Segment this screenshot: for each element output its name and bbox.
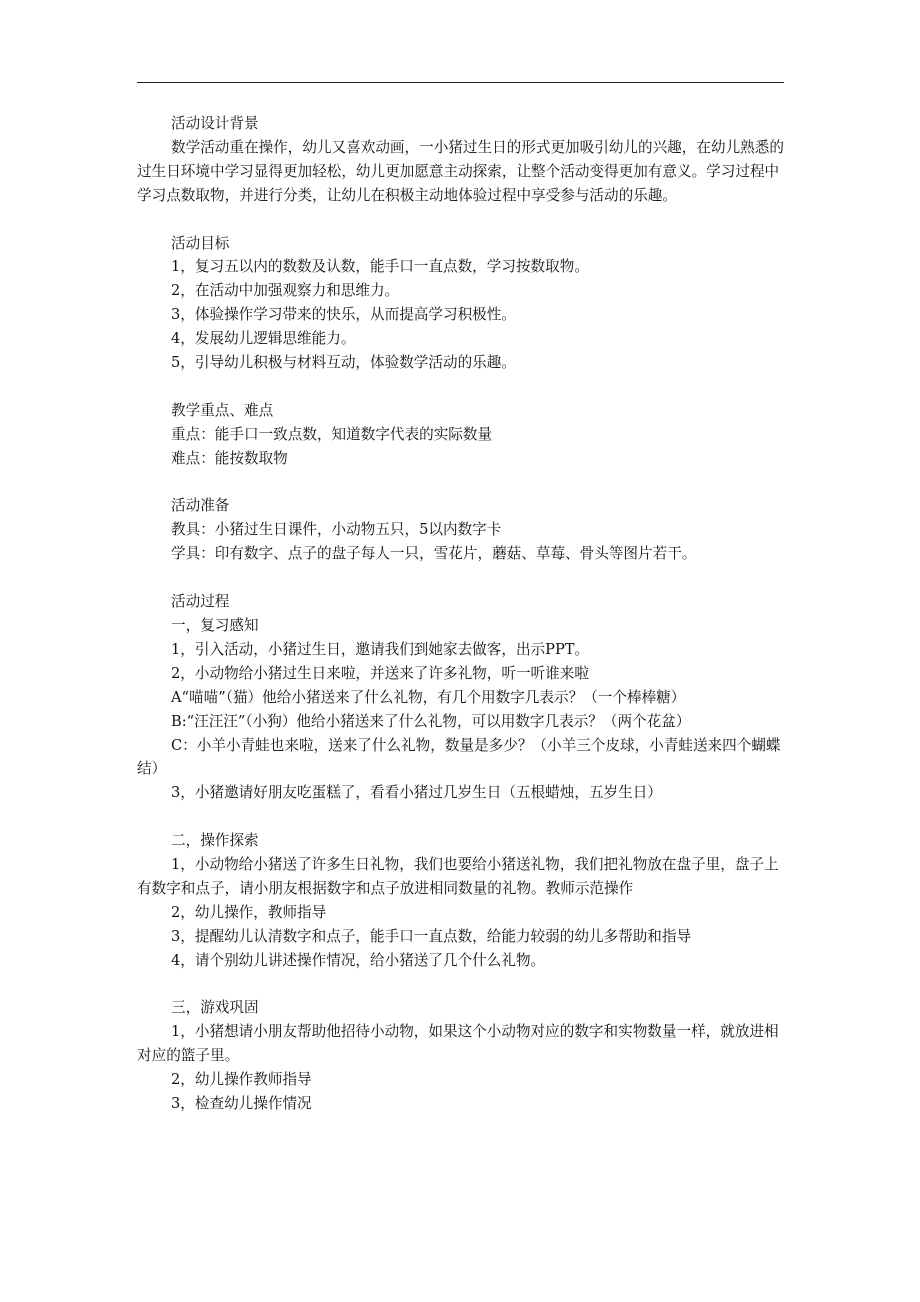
list-item: 一，复习感知 bbox=[171, 616, 259, 634]
list-item: C：小羊小青蛙也来啦，送来了什么礼物，数量是多少？（小羊三个皮球，小青蛙送来四个蝴蝶结） bbox=[137, 736, 781, 778]
section-heading: 教学重点、难点 bbox=[171, 401, 274, 419]
list-item: 3，体验操作学习带来的快乐，从而提高学习积极性。 bbox=[171, 306, 516, 324]
list-item: 2，幼儿操作教师指导 bbox=[171, 1071, 312, 1089]
list-item: 3，小猪邀请好朋友吃蛋糕了，看看小猪过几岁生日（五根蜡烛，五岁生日） bbox=[171, 784, 662, 802]
list-item: 2，幼儿操作，教师指导 bbox=[171, 903, 327, 921]
list-item: 3，检查幼儿操作情况 bbox=[171, 1095, 312, 1113]
header-rule bbox=[137, 82, 784, 83]
section-heading: 活动过程 bbox=[171, 593, 230, 611]
section-heading: 活动设计背景 bbox=[171, 115, 259, 132]
list-item: 3，提醒幼儿认清数字和点子，能手口一直点数，给能力较弱的幼儿多帮助和指导 bbox=[171, 927, 692, 945]
list-item: B:“汪汪汪”（小狗）他给小猪送来了什么礼物，可以用数字几表示？（两个花盆） bbox=[171, 712, 691, 730]
document-body bbox=[137, 112, 787, 1116]
list-item: 1，引入活动，小猪过生日，邀请我们到她家去做客，出示PPT。 bbox=[171, 640, 590, 658]
list-item: A“喵喵”（猫）他给小猪送来了什么礼物，有几个用数字几表示？（一个棒棒糖） bbox=[171, 688, 686, 706]
list-item: 4，请个别幼儿讲述操作情况，给小猪送了几个什么礼物。 bbox=[171, 951, 546, 969]
list-item: 重点：能手口一致点数，知道数字代表的实际数量 bbox=[171, 425, 493, 443]
list-item: 学具：印有数字、点子的盘子每人一只，雪花片，蘑菇、草莓、骨头等图片若干。 bbox=[171, 545, 697, 563]
list-item: 4，发展幼儿逻辑思维能力。 bbox=[171, 330, 356, 348]
list-item: 5，引导幼儿积极与材料互动，体验数学活动的乐趣。 bbox=[171, 354, 516, 372]
list-item: 教具：小猪过生日课件，小动物五只，5以内数字卡 bbox=[171, 521, 502, 539]
section-heading: 活动准备 bbox=[171, 497, 230, 515]
list-item: 1，小动物给小猪送了许多生日礼物，我们也要给小猪送礼物，我们把礼物放在盘子里，盘子上有数字和点子，请小朋友根据数字和点子放进相同数量的礼物。教师示范操作 bbox=[137, 856, 779, 897]
section-heading: 活动目标 bbox=[171, 234, 230, 252]
list-item: 2，在活动中加强观察力和思维力。 bbox=[171, 282, 400, 300]
list-item: 1，小猪想请小朋友帮助他招待小动物，如果这个小动物对应的数字和实物数量一样，就放进相对应的篮子里。 bbox=[137, 1023, 779, 1065]
list-item: 难点：能按数取物 bbox=[171, 449, 288, 467]
section-heading: 三，游戏巩固 bbox=[171, 999, 259, 1017]
list-item: 2，小动物给小猪过生日来啦，并送来了许多礼物，听一听谁来啦 bbox=[171, 664, 589, 682]
paragraph: 数学活动重在操作，幼儿又喜欢动画，一小猪过生日的形式更加吸引幼儿的兴趣，在幼儿熟悉的过生日环境中学习显得更加轻松，幼儿更加愿意主动探索，让整个活动变得更加有意义。学习过程中学习点数取物，并进行分类，让幼儿在积极主动地体验过程中享受参与活动的乐趣。 bbox=[137, 138, 784, 204]
section-heading: 二，操作探索 bbox=[171, 832, 259, 850]
list-item: 1，复习五以内的数数及认数，能手口一直点数，学习按数取物。 bbox=[171, 258, 589, 276]
